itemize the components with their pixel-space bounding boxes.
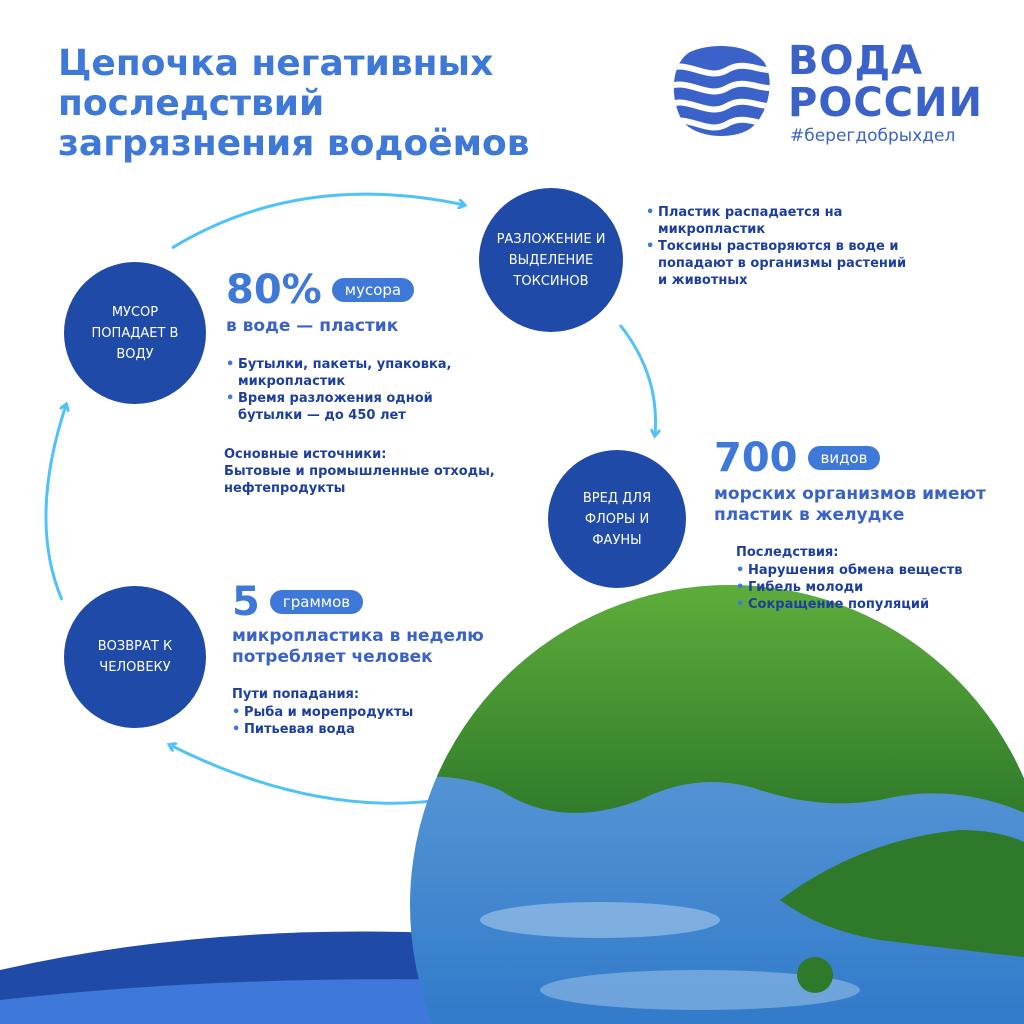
list-item: • Рыба и морепродукты (232, 704, 413, 721)
stat-return-heading (232, 626, 484, 668)
stat-trash-heading: в воде — пластик (226, 316, 399, 336)
stat-trash-value: 80% (226, 267, 322, 313)
decomposition-bullets (646, 204, 906, 289)
logo-hashtag: #берегдобрыхдел (790, 126, 956, 146)
list-item: • Нарушения обмена веществ (736, 562, 962, 579)
stage-return: ВОЗВРАТ К ЧЕЛОВЕКУ (64, 586, 206, 728)
stat-harm-value: 700 (714, 435, 798, 481)
stage-harm: ВРЕД ДЛЯ ФЛОРЫ И ФАУНЫ (548, 450, 686, 588)
list-item: • Время разложения одной бутылки — до 450 лет (226, 390, 451, 424)
list-item: • Гибель молоди (736, 579, 962, 596)
stat-trash-unit: мусора (332, 278, 414, 302)
trash-sources: Основные источники: Бытовые и промышленные отходы, нефтепродукты (224, 447, 495, 496)
title-line-2: последствий (58, 83, 325, 124)
harm-consequences-label: Последствия: (736, 545, 839, 560)
stat-trash (226, 268, 414, 312)
list-item: • Питьевая вода (232, 721, 413, 738)
stat-return-heading-line-1: микропластика в неделю (232, 626, 484, 646)
stat-harm (714, 436, 880, 480)
stat-return-value: 5 (232, 579, 260, 625)
trash-bullets (226, 356, 451, 424)
stat-harm-unit: видов (808, 446, 881, 470)
logo-name-line-1: ВОДА (788, 38, 924, 84)
list-item: • Пластик распадается на микропластик (646, 204, 906, 238)
stat-harm-heading (714, 484, 986, 526)
stat-harm-heading-line-1: морских организмов имеют (714, 484, 986, 504)
stage-trash: МУСОР ПОПАДАЕТ В ВОДУ (64, 262, 206, 404)
stat-return (232, 580, 363, 624)
stat-return-heading-line-2: потребляет человек (232, 647, 433, 667)
stat-harm-heading-line-2: пластик в желудке (714, 505, 905, 525)
list-item: • Сокращение популяций (736, 596, 962, 613)
return-bullets (232, 704, 413, 738)
list-item: • Бутылки, пакеты, упаковка, микропластик (226, 356, 451, 390)
title-line-3: загрязнения водоёмов (58, 123, 530, 164)
stage-decomposition: РАЗЛОЖЕНИЕ И ВЫДЕЛЕНИЕ ТОКСИНОВ (479, 188, 623, 332)
title-line-1: Цепочка негативных (58, 43, 494, 84)
harm-bullets (736, 562, 962, 613)
logo-name-line-2: РОССИИ (788, 80, 983, 126)
list-item: • Токсины растворяются в воде и попадают в организмы растений и животных (646, 238, 906, 289)
stat-return-unit: граммов (270, 590, 363, 614)
return-paths-label: Пути попадания: (232, 687, 360, 702)
